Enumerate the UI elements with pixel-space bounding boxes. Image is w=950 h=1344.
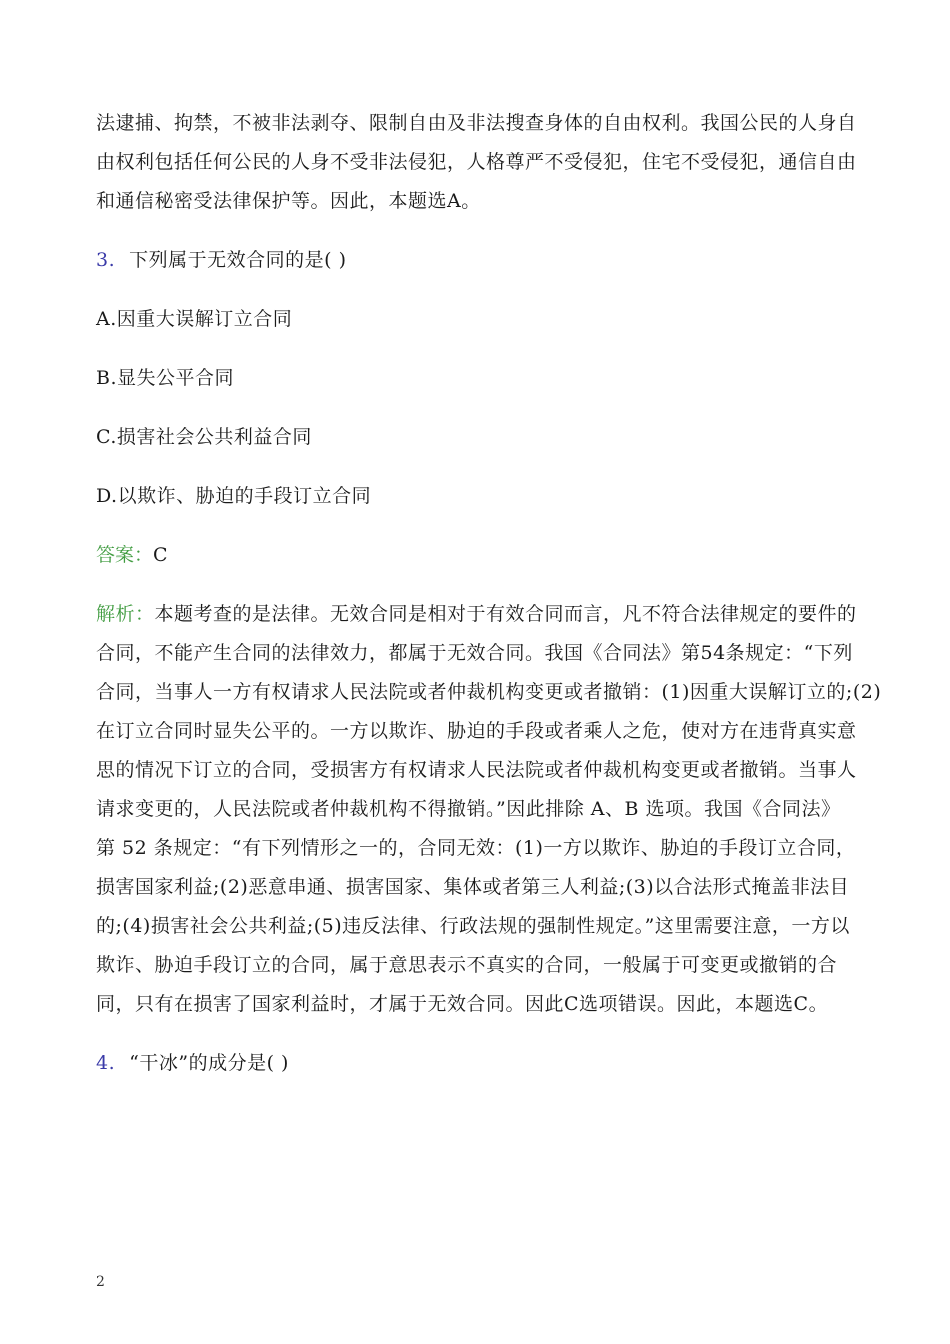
option-a: A.因重大误解订立合同	[96, 308, 293, 330]
analysis-label: 解析：	[96, 603, 155, 625]
paragraph-line: 由权利包括任何公民的人身不受非法侵犯，人格尊严不受侵犯，住宅不受侵犯，通信自由	[96, 151, 857, 173]
paragraph-line: 请求变更的，人民法院或者仲裁机构不得撤销。”因此排除 A、B 选项。我国《合同法》	[96, 798, 841, 820]
paragraph-line: 法逮捕、拘禁，不被非法剥夺、限制自由及非法搜查身体的自由权利。我国公民的人身自	[96, 112, 857, 134]
option-b: B.显失公平合同	[96, 367, 235, 389]
paragraph-line: 第 52 条规定：“有下列情形之一的，合同无效：(1)一方以欺诈、胁迫的手段订立合同，	[96, 837, 856, 859]
paragraph-line: 合同，不能产生合同的法律效力，都属于无效合同。我国《合同法》第54条规定：“下列	[96, 642, 853, 664]
analysis-text: 本题考查的是法律。无效合同是相对于有效合同而言，凡不符合法律规定的要件的	[154, 603, 857, 625]
question-4	[96, 1044, 866, 1083]
question-text: 下列属于无效合同的是( )	[129, 249, 347, 271]
option-d: D.以欺诈、胁迫的手段订立合同	[96, 485, 372, 507]
paragraph-line: 的;(4)损害社会公共利益;(5)违反法律、行政法规的强制性规定。”这里需要注意，一方以	[96, 915, 850, 937]
question-3	[96, 241, 866, 280]
page-number: 2	[96, 1274, 105, 1290]
analysis-paragraph	[96, 595, 882, 1024]
intro-paragraph	[96, 104, 866, 221]
paragraph-line: 合同，当事人一方有权请求人民法院或者仲裁机构变更或者撤销：(1)因重大误解订立的;(2)	[96, 681, 882, 703]
paragraph-line	[96, 595, 866, 634]
answer-label: 答案：	[96, 544, 154, 566]
option-c: C.损害社会公共利益合同	[96, 426, 312, 448]
paragraph-line: 在订立合同时显失公平的。一方以欺诈、胁迫的手段或者乘人之危，使对方在违背真实意	[96, 720, 857, 742]
page-content	[96, 104, 882, 1103]
question-number: 4.	[96, 1052, 116, 1074]
answer-line	[96, 536, 866, 575]
paragraph-line: 和通信秘密受法律保护等。因此，本题选A。	[96, 190, 481, 212]
paragraph-line: 同，只有在损害了国家利益时，才属于无效合同。因此C选项错误。因此，本题选C。	[96, 993, 829, 1015]
paragraph-line: 损害国家利益;(2)恶意串通、损害国家、集体或者第三人利益;(3)以合法形式掩盖非法目	[96, 876, 850, 898]
question-text: “干冰”的成分是( )	[129, 1052, 289, 1074]
question-number: 3.	[96, 249, 116, 271]
paragraph-line: 欺诈、胁迫手段订立的合同，属于意思表示不真实的合同，一般属于可变更或撤销的合	[96, 954, 838, 976]
answer-value: C	[153, 544, 168, 566]
paragraph-line: 思的情况下订立的合同，受损害方有权请求人民法院或者仲裁机构变更或者撤销。当事人	[96, 759, 857, 781]
